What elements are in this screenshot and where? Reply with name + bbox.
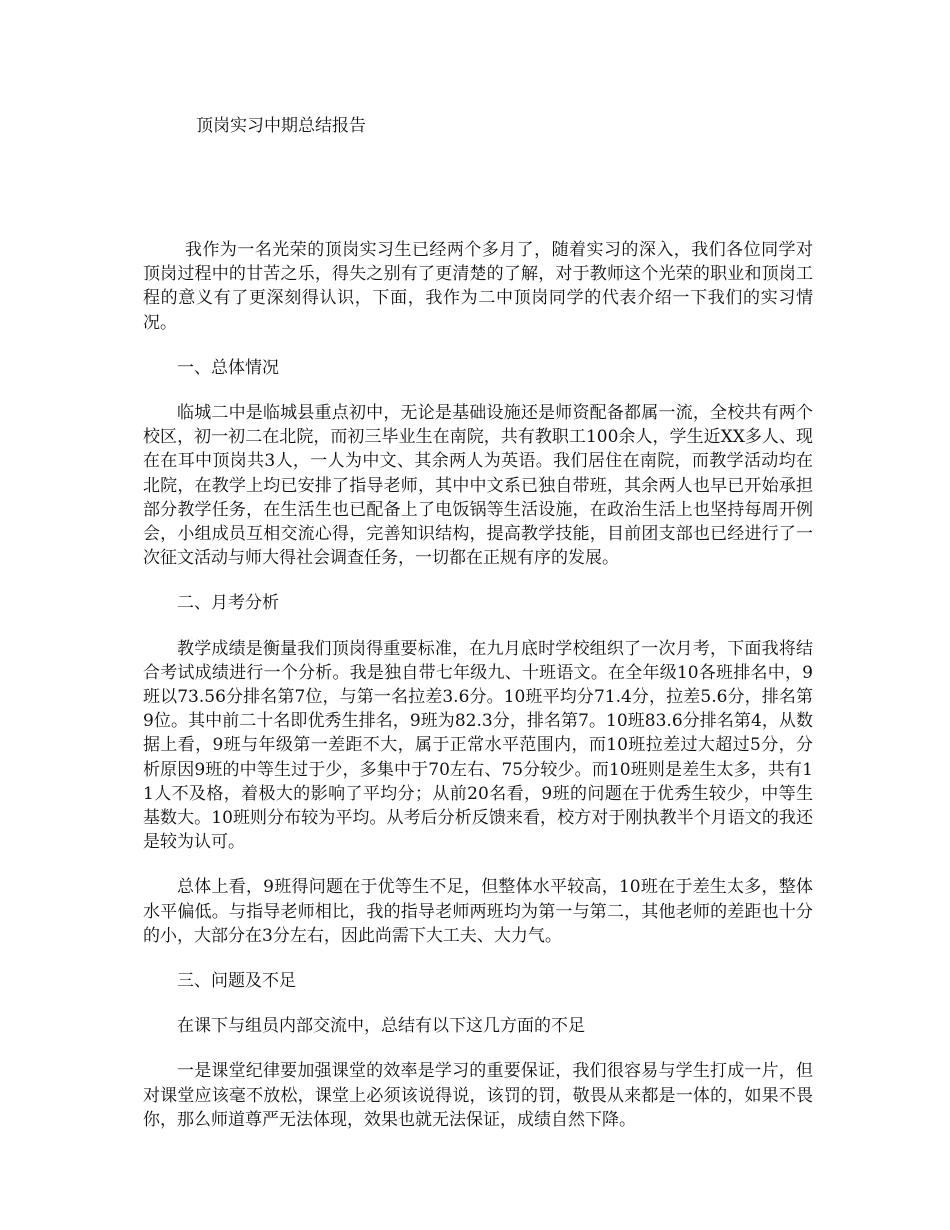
section-heading-exam-analysis: 二、月考分析 xyxy=(177,593,279,614)
intro-paragraph: 我作为一名光荣的顶岗实习生已经两个多月了，随着实习的深入，我们各位同学对顶岗过程中的甘苦之乐，得失之别有了更清楚的了解，对于教师这个光荣的职业和顶岗工程的意义有了更深刻得认识，下面，我作为二中顶岗同学的代表介绍一下我们的实习情况。 xyxy=(143,240,813,333)
exam-analysis-paragraph: 教学成绩是衡量我们顶岗得重要标准，在九月底时学校组织了一次月考，下面我将结合考试成绩进行一个分析。我是独自带七年级九、十班语文。在全年级10各班排名中，9班以73.56分排名第7位，与第一名拉差3.6分。10班平均分71.4分，拉差5.6分，排名第9位。其中前二十名即优秀生排名，9班为82.3分，排名第7。10班83.6分排名第4，从数据上看，9班与年级第一差距不大，属于正常水平范围内，而10班拉差过大超过5分，分析原因9班的中等生过于少，多集中于70左右、75分较少。而10班则是差生太多，共有11人不及格，着极大的影响了平均分；从前20名看，9班的问题在于优秀生较少，中等生基数大。10班则分布较为平均。从考后分析反馈来看，校方对于刚执教半个月语文的我还是较为认可。 xyxy=(143,638,813,853)
problems-intro-paragraph: 在课下与组员内部交流中，总结有以下这几方面的不足 xyxy=(177,1016,585,1037)
document-body xyxy=(143,238,813,1153)
section-heading-overview: 一、总体情况 xyxy=(177,357,279,378)
exam-summary-paragraph: 总体上看，9班得问题在于优等生不足，但整体水平较高，10班在于差生太多，整体水平偏低。与指导老师相比，我的指导老师两班均为第一与第二，其他老师的差距也十分的小，大部分在3分左右，因此尚需下大工夫、大力气。 xyxy=(143,877,813,946)
document-title: 顶岗实习中期总结报告 xyxy=(196,116,366,136)
problems-discipline-paragraph: 一是课堂纪律要加强课堂的效率是学习的重要保证，我们很容易与学生打成一片，但对课堂应该毫不放松，课堂上必须该说得说，该罚的罚，敬畏从来都是一体的，如果不畏你，那么师道尊严无法体现，效果也就无法保证，成绩自然下降。 xyxy=(143,1061,813,1130)
overview-paragraph: 临城二中是临城县重点初中，无论是基础设施还是师资配备都属一流，全校共有两个校区，初一初二在北院，而初三毕业生在南院，共有教职工100余人，学生近XX多人、现在在耳中顶岗共3人，一人为中文、其余两人为英语。我们居住在南院，而教学活动均在北院，在教学上均已安排了指导老师，其中中文系已独自带班，其余两人也早已开始承担部分教学任务，在生活生也已配备上了电饭锅等生活设施，在政治生活上也坚持每周开例会，小组成员互相交流心得，完善知识结构，提高教学技能，目前团支部也已经进行了一次征文活动与师大得社会调查任务，一切都在正规有序的发展。 xyxy=(143,403,813,569)
section-heading-problems: 三、问题及不足 xyxy=(177,971,296,992)
